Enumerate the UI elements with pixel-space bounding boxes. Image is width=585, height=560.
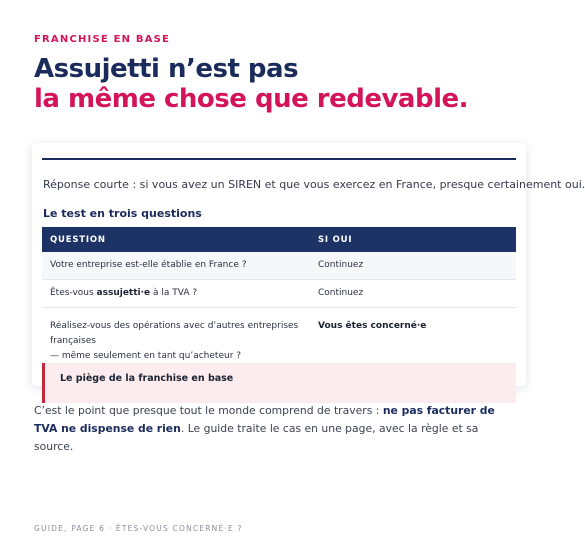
page-footer: GUIDE, PAGE 6 · ÊTES-VOUS CONCERNÉ·E ? — [34, 524, 243, 533]
pitfall-callout — [42, 363, 516, 403]
answer-emphasis: Vous êtes concerné·e — [318, 321, 427, 331]
section-eyebrow: FRANCHISE EN BASE — [34, 34, 171, 45]
answer-cell: Continuez — [310, 280, 516, 308]
question-emphasis: assujetti·e — [96, 288, 151, 298]
table-row — [42, 252, 516, 280]
question-text: à la TVA ? — [150, 288, 198, 298]
table-row — [42, 280, 516, 308]
short-answer: Réponse courte : si vous avez un SIREN et que vous exercez en France, presque certainement oui. — [43, 178, 585, 191]
test-title: Le test en trois questions — [43, 207, 202, 220]
questions-table — [42, 227, 516, 374]
column-header-question: QUESTION — [42, 227, 310, 252]
body-emphasis: ne pas facturer de TVA ne dispense de rien — [34, 404, 495, 435]
table-header-row — [42, 227, 516, 252]
question-cell: Votre entreprise est-elle établie en France ? — [42, 252, 310, 280]
body-paragraph — [34, 402, 504, 456]
question-line: — même seulement en tant qu’acheteur ? — [50, 351, 242, 361]
body-text-start: C’est le point que presque tout le monde comprend de travers : — [34, 404, 383, 417]
content-card — [32, 143, 585, 386]
headline-line-1: Assujetti n’est pas — [34, 54, 299, 84]
body-text-end: . Le guide traite le cas en une page, avec la règle et sa source. — [34, 422, 479, 453]
headline-line-2: la même chose que redevable. — [34, 84, 468, 114]
question-text: Êtes-vous — [50, 288, 97, 298]
answer-cell: Continuez — [310, 252, 516, 280]
callout-title: Le piège de la franchise en base — [60, 373, 234, 384]
question-cell — [42, 280, 310, 308]
page-headline — [34, 54, 468, 114]
card-top-rule — [42, 158, 516, 160]
column-header-if-yes: SI OUI — [310, 227, 516, 252]
question-line: Réalisez-vous des opérations avec d’autres entreprises françaises — [50, 321, 299, 346]
